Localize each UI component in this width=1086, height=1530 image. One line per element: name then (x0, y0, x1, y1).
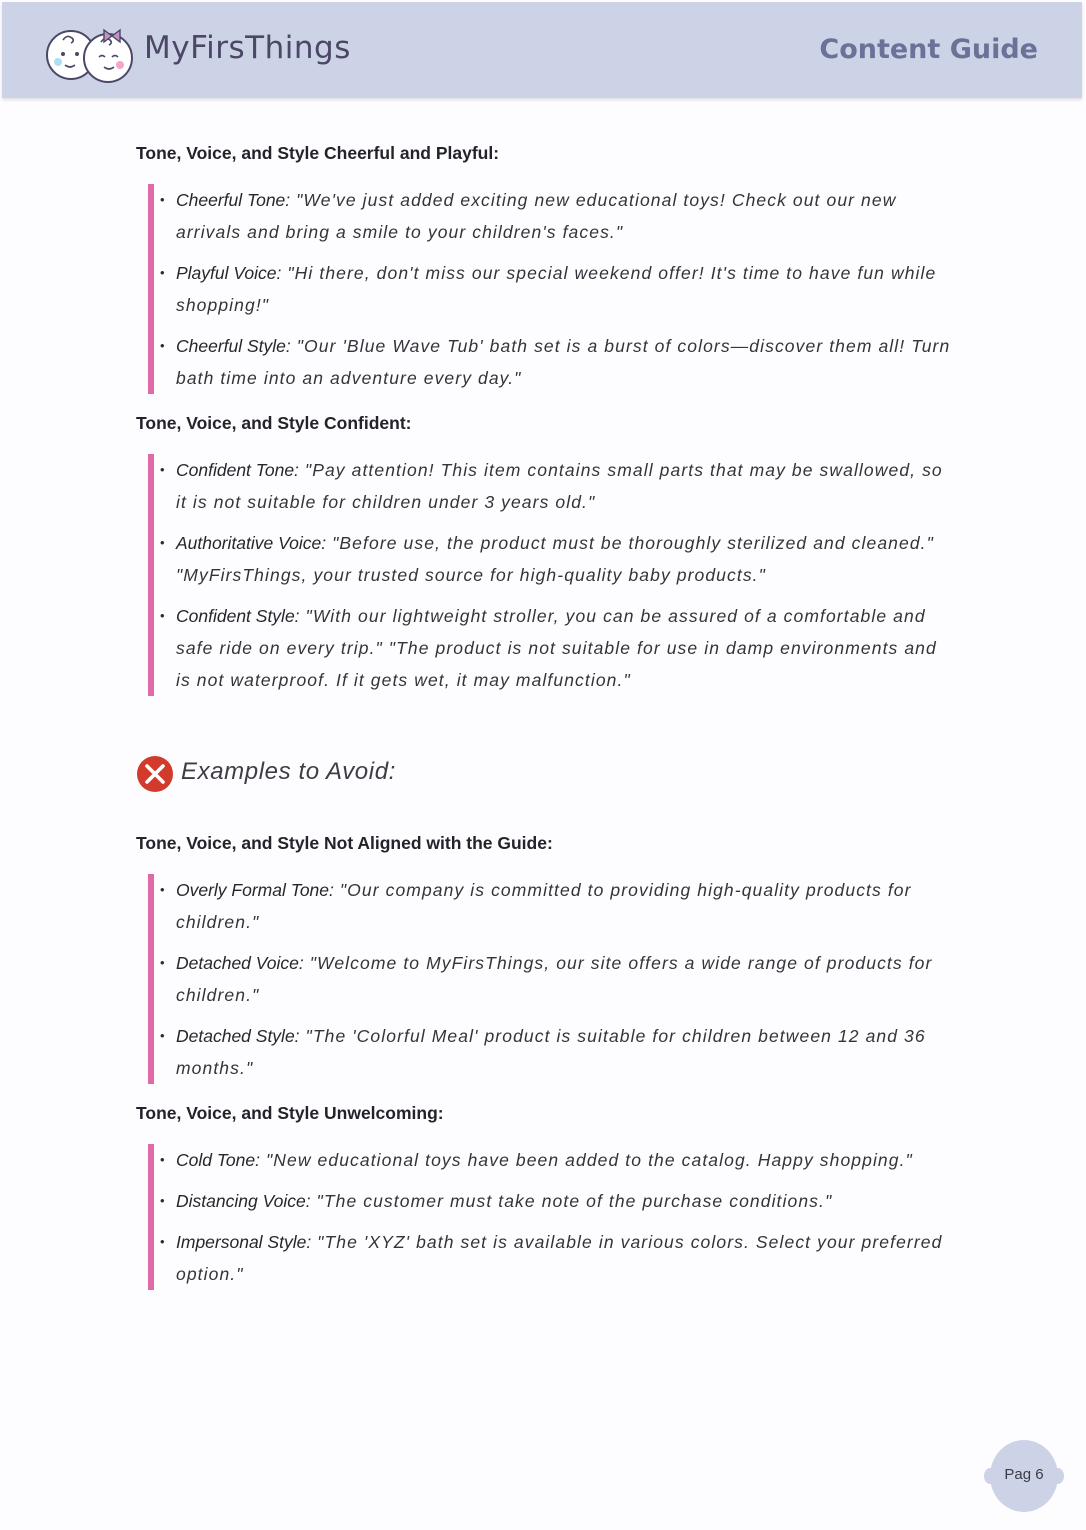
item-text: "Hi there, don't miss our special weekend offer! It's time to have fun while shopping!" (176, 263, 937, 315)
item-label: Authoritative Voice: (176, 533, 327, 553)
document-title: Content Guide (819, 34, 1038, 65)
list-item (160, 330, 956, 394)
content-area (136, 140, 956, 1306)
section-heading: Tone, Voice, and Style Not Aligned with the Guide: (136, 833, 553, 853)
item-text: "The 'Colorful Meal' product is suitable for children between 12 and 36 months." (176, 1026, 926, 1078)
list-item (160, 184, 956, 248)
list-item (160, 947, 956, 1011)
item-label: Confident Tone: (176, 460, 299, 480)
item-label: Impersonal Style: (176, 1232, 312, 1252)
section-heading: Tone, Voice, and Style Unwelcoming: (136, 1103, 444, 1123)
list-item (160, 874, 956, 938)
bullet-icon: • (160, 265, 165, 280)
example-block (148, 1144, 956, 1290)
bullet-icon: • (160, 1152, 165, 1167)
item-text: "The customer must take note of the purchase conditions." (310, 1191, 833, 1211)
item-label: Cold Tone: (176, 1150, 260, 1170)
brand-name: MyFirsThings (144, 30, 351, 66)
item-label: Detached Style: (176, 1026, 300, 1046)
avoid-heading-row (136, 752, 956, 798)
list-item (160, 1144, 956, 1176)
item-text: "Before use, the product must be thoroughly sterilized and cleaned." "MyFirsThings, your trusted source for high-quality baby products." (176, 533, 934, 585)
list-item (160, 600, 956, 696)
avoid-title: Examples to Avoid: (181, 758, 396, 785)
example-block (148, 874, 956, 1084)
item-label: Overly Formal Tone: (176, 880, 334, 900)
section-heading: Tone, Voice, and Style Cheerful and Playful: (136, 143, 500, 163)
page-number-badge (990, 1440, 1058, 1512)
item-label: Cheerful Style: (176, 336, 291, 356)
list-item (160, 527, 956, 591)
item-text: "Welcome to MyFirsThings, our site offers a wide range of products for children." (176, 953, 933, 1005)
bullet-icon: • (160, 1234, 165, 1249)
section-not-aligned (136, 830, 956, 1084)
bullet-icon: • (160, 462, 165, 477)
bullet-icon: • (160, 1028, 165, 1043)
item-text: "Our company is committed to providing high-quality products for children." (176, 880, 912, 932)
baby-faces-logo-icon (44, 20, 136, 86)
bullet-icon: • (160, 338, 165, 353)
example-block (148, 184, 956, 394)
page-header (2, 2, 1082, 98)
bullet-icon: • (160, 535, 165, 550)
bullet-icon: • (160, 882, 165, 897)
list-item (160, 1185, 956, 1217)
item-label: Detached Voice: (176, 953, 304, 973)
item-text: "We've just added exciting new educational toys! Check out our new arrivals and bring a smile to your children's faces." (176, 190, 897, 242)
section-unwelcoming (136, 1100, 956, 1290)
list-item (160, 257, 956, 321)
item-text: "Our 'Blue Wave Tub' bath set is a burst of colors—discover them all! Turn bath time into an adventure every day." (176, 336, 951, 388)
list-item (160, 454, 956, 518)
list-item (160, 1226, 956, 1290)
item-label: Playful Voice: (176, 263, 282, 283)
item-text: "Pay attention! This item contains small parts that may be swallowed, so it is not suitable for children under 3 years old." (176, 460, 943, 512)
section-heading: Tone, Voice, and Style Confident: (136, 413, 412, 433)
item-text: "New educational toys have been added to the catalog. Happy shopping." (260, 1150, 913, 1170)
item-label: Confident Style: (176, 606, 300, 626)
example-block (148, 454, 956, 696)
item-text: "The 'XYZ' bath set is available in various colors. Select your preferred option." (176, 1232, 943, 1284)
bullet-icon: • (160, 608, 165, 623)
item-label: Distancing Voice: (176, 1191, 311, 1211)
section-cheerful (136, 140, 956, 394)
list-item (160, 1020, 956, 1084)
page-number: Pag 6 (1004, 1466, 1044, 1483)
bullet-icon: • (160, 1193, 165, 1208)
item-label: Cheerful Tone: (176, 190, 291, 210)
bullet-icon: • (160, 955, 165, 970)
item-text: "With our lightweight stroller, you can be assured of a comfortable and safe ride on every trip." "The product is not suitable for use in damp environments and is not waterproof. If it gets wet, it may malfunction." (176, 606, 937, 690)
section-confident (136, 410, 956, 696)
x-circle-icon (136, 755, 174, 793)
bullet-icon: • (160, 192, 165, 207)
